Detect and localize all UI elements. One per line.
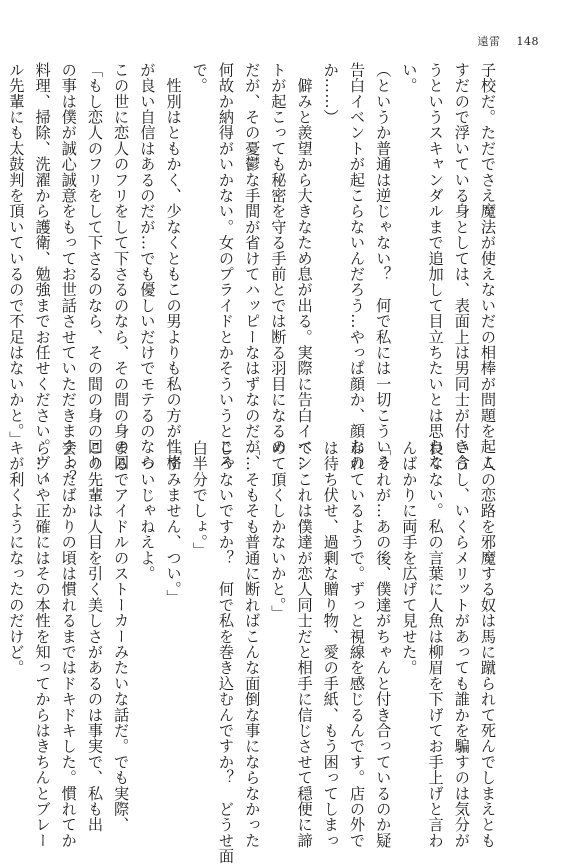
lower-text-block: 人の恋路を邪魔する奴は馬に蹴られて死んでしまえとも いうし、いくらメリットがあっても誰かを騙すのは気分が 良くない。私の言葉に人魚は柳眉を下げてお手上げと言わ んばかりに両手を広げて見せた。 「それが…あの後、僕達がちゃんと付き合っているのか疑 われているようで。ずっと視線を感じるんです。店の外で は待ち伏せ、過剰な贈り物、愛の手紙、もう困ってしまっ て…これは僕達が恋人同士だと相手に信じさせて穏便に諦 めて頂くしかないかと。」 「…そもそも普通に断ればこんな面倒な事にならなかった じゃないですか？ 何で私を巻き込むんですか？ どうせ面 白半分でしょ。」 「すみません、つい。」 ついじゃねえよ。 まるでアイドルのストーカーみたいな話だ。でも実際、 この先輩は人目を引く美しさがあるのは事実で、私も出 会ったばかりの頃は慣れるまではドキドキした。慣れてか ら…いや正確にはその本性を知ってからはきちんとブレー キが利くようになったのだけど。 — [7, 440, 497, 864]
book-title: 遠雷 — [477, 35, 501, 48]
running-head — [478, 33, 540, 49]
page-number: 148 — [516, 35, 539, 48]
upper-text-block: 子校だ。ただでさえ魔法が使えないだの相棒が問題を起こ すだので浮いている身としては、表面上は男同士が付き合 うというスキャンダルまで追加して目立ちたいとは思わな い。 （というか普通は逆じゃない？ 何で私には一切こういう 告白イベントが起こらないんだろう…やっぱ顔か、顔なの か……） 僻みと羨望から大きなため息が出る。実際に告白イベン トが起こっても秘密を守る手前とでは断る羽目になるの だが、その憂鬱な手間が省けてハッピーなはずなのだが、 何故か納得がいかない。女のプライドとかそういうところ で。 性別はともかく、少なくともこの男よりも私の方が性格 が良い自信はあるのだが…でも優しいだけでモテるのなら この世に恋人のフリをして下さるのなら、その間の身の回 「もし恋人のフリをして下さるのなら、その間の身の回り の事は僕が誠心誠意をもってお世話させていただきますよ？ 料理、掃除、洗濯から護衛、勉強までお任せください。ヴィ ル先輩にも太鼓判を頂いているので不足はないかと。」 — [7, 62, 497, 486]
